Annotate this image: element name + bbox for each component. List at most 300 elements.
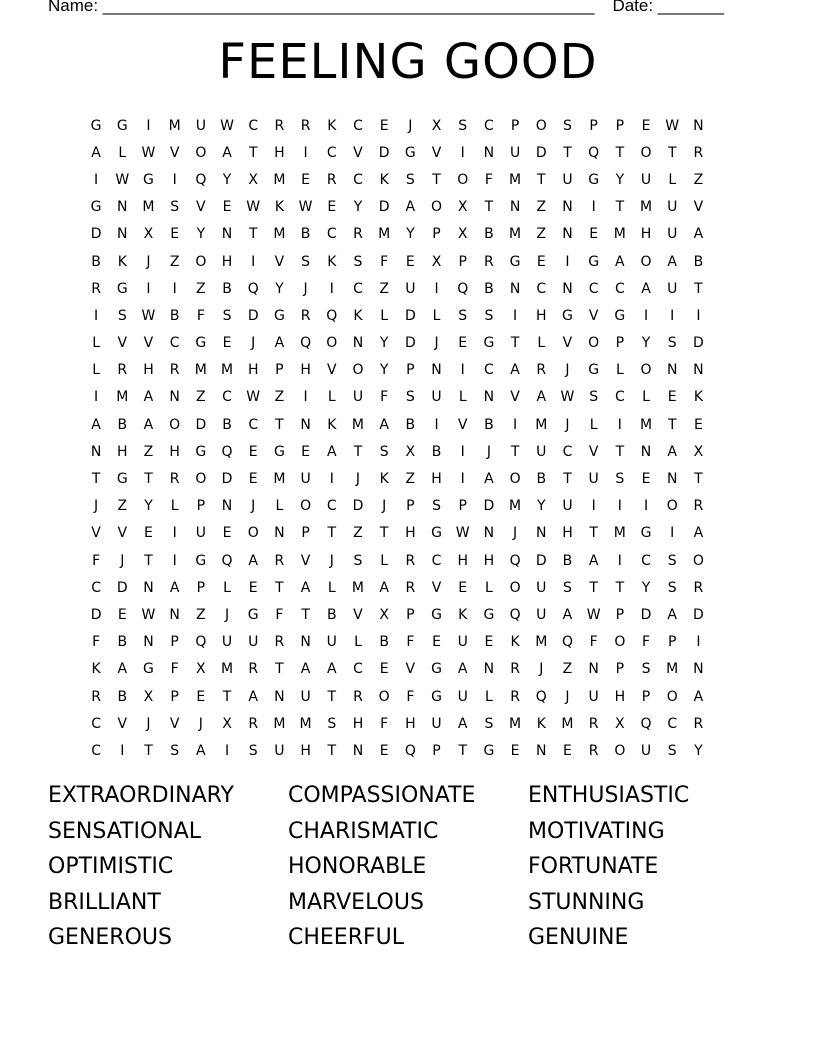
grid-letter[interactable]: A	[510, 362, 520, 379]
grid-letter[interactable]: I	[460, 443, 465, 460]
grid-letter[interactable]: H	[221, 253, 233, 270]
grid-letter[interactable]: G	[143, 171, 154, 188]
grid-letter[interactable]: T	[144, 552, 153, 569]
grid-letter[interactable]: P	[615, 661, 625, 678]
grid-letter[interactable]: Q	[457, 280, 469, 297]
grid-letter[interactable]: J	[329, 552, 334, 569]
grid-letter[interactable]: G	[273, 443, 285, 460]
grid-letter[interactable]: L	[485, 688, 493, 705]
grid-letter[interactable]: T	[301, 606, 310, 623]
grid-letter[interactable]: N	[693, 362, 704, 379]
grid-letter[interactable]: C	[326, 144, 337, 161]
grid-letter[interactable]: A	[222, 144, 232, 161]
grid-letter[interactable]: O	[666, 688, 678, 705]
grid-letter[interactable]: E	[458, 579, 468, 596]
grid-letter[interactable]: S	[484, 307, 494, 324]
grid-letter[interactable]: O	[195, 253, 207, 270]
grid-letter[interactable]: N	[352, 742, 364, 759]
grid-letter[interactable]: U	[457, 688, 468, 705]
grid-letter[interactable]: H	[614, 688, 626, 705]
grid-letter[interactable]: G	[116, 471, 128, 488]
grid-letter[interactable]: U	[562, 498, 573, 515]
grid-letter[interactable]: J	[224, 606, 230, 623]
grid-letter[interactable]: L	[380, 552, 389, 569]
grid-letter[interactable]: Y	[222, 171, 232, 188]
grid-letter[interactable]: U	[431, 389, 442, 406]
grid-letter[interactable]: P	[275, 362, 284, 379]
grid-letter[interactable]: X	[615, 715, 625, 732]
grid-letter[interactable]: I	[460, 144, 465, 161]
grid-letter[interactable]: R	[693, 579, 704, 596]
grid-letter[interactable]: O	[195, 144, 207, 161]
grid-letter[interactable]: P	[510, 117, 520, 134]
grid-letter[interactable]: D	[378, 199, 390, 216]
grid-letter[interactable]: U	[588, 688, 599, 705]
grid-letter[interactable]: B	[326, 606, 337, 623]
grid-letter[interactable]: T	[484, 199, 494, 216]
grid-letter[interactable]: Y	[406, 226, 415, 243]
grid-letter[interactable]: A	[693, 688, 704, 705]
grid-letter[interactable]: Y	[641, 579, 651, 596]
grid-letter[interactable]: X	[379, 606, 389, 623]
grid-letter[interactable]: F	[170, 661, 179, 678]
grid-letter[interactable]: J	[565, 688, 570, 705]
grid-letter[interactable]: W	[246, 199, 261, 216]
grid-letter[interactable]: L	[380, 307, 389, 324]
grid-letter[interactable]: S	[170, 199, 180, 216]
grid-letter[interactable]: N	[536, 742, 547, 759]
grid-letter[interactable]: O	[588, 335, 600, 352]
grid-letter[interactable]: G	[143, 661, 154, 678]
grid-letter[interactable]: M	[273, 226, 286, 243]
grid-letter[interactable]: B	[431, 443, 442, 460]
grid-letter[interactable]: S	[405, 389, 415, 406]
grid-letter[interactable]: L	[354, 634, 362, 651]
grid-letter[interactable]: P	[406, 498, 415, 515]
grid-letter[interactable]: P	[196, 498, 206, 515]
grid-letter[interactable]: W	[220, 117, 234, 134]
grid-letter[interactable]: H	[169, 443, 180, 460]
grid-letter[interactable]: O	[431, 199, 443, 216]
grid-letter[interactable]: Y	[641, 335, 651, 352]
grid-letter[interactable]: C	[353, 661, 363, 678]
grid-letter[interactable]: Z	[196, 280, 206, 297]
grid-letter[interactable]: A	[326, 443, 337, 460]
grid-letter[interactable]: M	[220, 362, 234, 379]
grid-letter[interactable]: D	[483, 498, 495, 515]
grid-letter[interactable]: O	[300, 498, 312, 515]
grid-letter[interactable]: A	[91, 416, 101, 433]
grid-letter[interactable]: M	[535, 416, 548, 433]
grid-letter[interactable]: Z	[169, 253, 180, 270]
grid-letter[interactable]: D	[693, 606, 704, 623]
grid-letter[interactable]: P	[615, 335, 625, 352]
grid-letter[interactable]: E	[222, 525, 232, 542]
grid-letter[interactable]: W	[665, 117, 680, 134]
grid-letter[interactable]: M	[613, 226, 626, 243]
grid-letter[interactable]: O	[326, 335, 338, 352]
grid-letter[interactable]: E	[405, 253, 415, 270]
grid-letter[interactable]: R	[588, 715, 599, 732]
grid-letter[interactable]: D	[90, 226, 102, 243]
grid-letter[interactable]: V	[117, 525, 128, 542]
grid-letter[interactable]: I	[617, 416, 622, 433]
grid-letter[interactable]: L	[458, 389, 467, 406]
grid-letter[interactable]: R	[510, 661, 520, 678]
grid-letter[interactable]: O	[640, 253, 652, 270]
grid-letter[interactable]: V	[196, 199, 206, 216]
grid-letter[interactable]: C	[353, 280, 363, 297]
grid-letter[interactable]: W	[586, 606, 601, 623]
grid-letter[interactable]: K	[536, 715, 546, 732]
grid-letter[interactable]: Q	[195, 171, 207, 188]
grid-letter[interactable]: V	[562, 335, 573, 352]
grid-letter[interactable]: L	[223, 579, 231, 596]
grid-letter[interactable]: T	[615, 443, 625, 460]
grid-letter[interactable]: D	[195, 416, 207, 433]
grid-letter[interactable]: L	[589, 416, 598, 433]
grid-letter[interactable]: H	[405, 715, 416, 732]
grid-letter[interactable]: R	[248, 661, 259, 678]
grid-letter[interactable]: E	[248, 443, 258, 460]
grid-letter[interactable]: C	[562, 443, 573, 460]
grid-letter[interactable]: O	[195, 471, 207, 488]
grid-letter[interactable]: B	[562, 552, 573, 569]
grid-letter[interactable]: T	[589, 525, 598, 542]
grid-letter[interactable]: A	[667, 443, 677, 460]
grid-letter[interactable]: O	[535, 117, 547, 134]
grid-letter[interactable]: E	[222, 335, 232, 352]
grid-letter[interactable]: I	[146, 117, 151, 134]
grid-letter[interactable]: R	[353, 226, 363, 243]
grid-letter[interactable]: I	[172, 525, 177, 542]
grid-letter[interactable]: J	[303, 280, 308, 297]
grid-letter[interactable]: X	[431, 117, 442, 134]
grid-letter[interactable]: M	[509, 498, 522, 515]
grid-letter[interactable]: E	[170, 226, 180, 243]
grid-letter[interactable]: I	[251, 253, 256, 270]
grid-letter[interactable]: T	[615, 144, 625, 161]
grid-letter[interactable]: E	[248, 471, 258, 488]
grid-letter[interactable]: L	[537, 335, 546, 352]
grid-letter[interactable]: B	[536, 471, 547, 488]
grid-letter[interactable]: T	[615, 199, 625, 216]
grid-letter[interactable]: E	[510, 742, 520, 759]
grid-letter[interactable]: M	[509, 171, 522, 188]
grid-letter[interactable]: G	[404, 144, 416, 161]
grid-letter[interactable]: I	[329, 280, 334, 297]
grid-letter[interactable]: X	[457, 199, 468, 216]
grid-letter[interactable]: R	[588, 742, 599, 759]
grid-letter[interactable]: W	[246, 389, 261, 406]
grid-letter[interactable]: E	[144, 525, 153, 542]
grid-letter[interactable]: W	[141, 606, 156, 623]
grid-letter[interactable]: R	[274, 634, 285, 651]
grid-letter[interactable]: U	[431, 715, 442, 732]
grid-letter[interactable]: S	[405, 171, 415, 188]
grid-letter[interactable]: I	[617, 552, 622, 569]
name-label[interactable]: Name: ____________________________________________________	[48, 0, 595, 15]
grid-letter[interactable]: T	[144, 742, 153, 759]
grid-letter[interactable]: S	[458, 307, 468, 324]
grid-letter[interactable]: N	[169, 606, 180, 623]
grid-letter[interactable]: P	[406, 606, 415, 623]
grid-letter[interactable]: N	[483, 389, 495, 406]
grid-letter[interactable]: O	[247, 525, 259, 542]
grid-letter[interactable]: G	[195, 552, 207, 569]
grid-letter[interactable]: N	[509, 199, 521, 216]
grid-letter[interactable]: R	[693, 715, 704, 732]
grid-letter[interactable]: M	[509, 715, 522, 732]
grid-letter[interactable]: R	[248, 715, 259, 732]
grid-letter[interactable]: G	[90, 199, 102, 216]
grid-letter[interactable]: Q	[509, 552, 521, 569]
grid-letter[interactable]: Q	[640, 715, 652, 732]
grid-letter[interactable]: N	[90, 443, 102, 460]
grid-letter[interactable]: A	[405, 199, 416, 216]
grid-letter[interactable]: C	[326, 498, 337, 515]
grid-letter[interactable]: K	[327, 117, 337, 134]
grid-letter[interactable]: T	[144, 471, 153, 488]
grid-letter[interactable]: N	[431, 362, 442, 379]
grid-letter[interactable]: N	[693, 661, 704, 678]
grid-letter[interactable]: A	[300, 661, 311, 678]
grid-letter[interactable]: N	[169, 389, 180, 406]
grid-letter[interactable]: G	[562, 307, 573, 324]
grid-letter[interactable]: J	[146, 253, 151, 270]
grid-letter[interactable]: T	[563, 144, 572, 161]
grid-letter[interactable]: O	[640, 362, 652, 379]
grid-letter[interactable]: U	[221, 634, 233, 651]
grid-letter[interactable]: G	[195, 443, 207, 460]
grid-letter[interactable]: Z	[536, 226, 547, 243]
grid-letter[interactable]: K	[693, 389, 703, 406]
grid-letter[interactable]: S	[484, 715, 494, 732]
grid-letter[interactable]: E	[196, 688, 206, 705]
grid-letter[interactable]: F	[380, 389, 389, 406]
grid-letter[interactable]: L	[485, 579, 493, 596]
grid-letter[interactable]: N	[221, 498, 233, 515]
grid-letter[interactable]: N	[117, 226, 128, 243]
grid-letter[interactable]: U	[667, 226, 678, 243]
grid-letter[interactable]: O	[509, 579, 521, 596]
grid-letter[interactable]: U	[536, 606, 547, 623]
grid-letter[interactable]: S	[615, 471, 625, 488]
grid-letter[interactable]: B	[222, 416, 232, 433]
grid-letter[interactable]: E	[536, 253, 546, 270]
grid-letter[interactable]: M	[613, 525, 626, 542]
grid-letter[interactable]: E	[641, 117, 651, 134]
grid-letter[interactable]: C	[169, 335, 180, 352]
grid-letter[interactable]: Q	[535, 688, 547, 705]
grid-letter[interactable]: J	[146, 715, 151, 732]
grid-letter[interactable]: M	[194, 362, 207, 379]
grid-letter[interactable]: I	[591, 199, 596, 216]
grid-letter[interactable]: A	[457, 661, 468, 678]
grid-letter[interactable]: T	[589, 579, 598, 596]
grid-letter[interactable]: S	[353, 253, 363, 270]
grid-letter[interactable]: U	[588, 471, 599, 488]
grid-letter[interactable]: N	[300, 634, 311, 651]
grid-letter[interactable]: Z	[117, 498, 128, 515]
grid-letter[interactable]: G	[614, 307, 626, 324]
grid-letter[interactable]: G	[588, 171, 600, 188]
grid-letter[interactable]: V	[353, 606, 363, 623]
grid-letter[interactable]: L	[327, 579, 336, 596]
grid-letter[interactable]: E	[379, 742, 389, 759]
grid-letter[interactable]: C	[588, 280, 599, 297]
grid-letter[interactable]: I	[146, 280, 151, 297]
grid-letter[interactable]: P	[170, 634, 179, 651]
grid-letter[interactable]: J	[251, 498, 256, 515]
grid-letter[interactable]: H	[143, 362, 154, 379]
grid-letter[interactable]: P	[641, 688, 651, 705]
grid-letter[interactable]: M	[273, 471, 286, 488]
grid-letter[interactable]: Z	[143, 443, 154, 460]
grid-letter[interactable]: Z	[405, 471, 416, 488]
grid-letter[interactable]: A	[274, 335, 285, 352]
grid-letter[interactable]: Y	[353, 199, 363, 216]
grid-letter[interactable]: P	[170, 688, 179, 705]
grid-letter[interactable]: I	[120, 742, 125, 759]
grid-letter[interactable]: F	[196, 307, 205, 324]
grid-letter[interactable]: W	[141, 307, 156, 324]
grid-letter[interactable]: W	[298, 199, 313, 216]
grid-letter[interactable]: A	[326, 661, 337, 678]
grid-letter[interactable]: B	[117, 688, 128, 705]
grid-letter[interactable]: E	[222, 199, 232, 216]
grid-letter[interactable]: X	[693, 443, 704, 460]
grid-letter[interactable]: S	[301, 253, 311, 270]
grid-letter[interactable]: V	[326, 362, 337, 379]
grid-letter[interactable]: K	[327, 416, 337, 433]
grid-letter[interactable]: I	[513, 307, 518, 324]
grid-letter[interactable]: Q	[300, 335, 312, 352]
grid-letter[interactable]: U	[405, 280, 416, 297]
grid-letter[interactable]: X	[457, 226, 468, 243]
grid-letter[interactable]: H	[300, 362, 311, 379]
grid-letter[interactable]: D	[352, 498, 364, 515]
grid-letter[interactable]: J	[382, 498, 387, 515]
grid-letter[interactable]: R	[169, 362, 180, 379]
grid-letter[interactable]: I	[172, 552, 177, 569]
grid-letter[interactable]: Y	[694, 742, 703, 759]
grid-letter[interactable]: N	[509, 280, 521, 297]
grid-letter[interactable]: E	[693, 416, 703, 433]
grid-letter[interactable]: S	[667, 579, 677, 596]
grid-letter[interactable]: R	[510, 688, 520, 705]
grid-letter[interactable]: L	[170, 498, 179, 515]
grid-letter[interactable]: J	[513, 525, 518, 542]
grid-letter[interactable]: U	[667, 199, 678, 216]
grid-letter[interactable]: L	[92, 362, 100, 379]
grid-letter[interactable]: M	[273, 715, 286, 732]
grid-letter[interactable]: B	[222, 280, 232, 297]
grid-letter[interactable]: U	[667, 280, 678, 297]
grid-letter[interactable]: L	[668, 171, 677, 188]
grid-letter[interactable]: T	[91, 471, 101, 488]
grid-letter[interactable]: D	[535, 552, 547, 569]
grid-letter[interactable]: V	[143, 335, 154, 352]
grid-letter[interactable]: H	[300, 742, 311, 759]
grid-letter[interactable]: U	[274, 742, 285, 759]
grid-letter[interactable]: P	[432, 742, 441, 759]
grid-letter[interactable]: Y	[379, 335, 389, 352]
grid-letter[interactable]: V	[510, 389, 520, 406]
grid-letter[interactable]: O	[457, 171, 469, 188]
grid-letter[interactable]: C	[431, 552, 442, 569]
grid-letter[interactable]: Y	[379, 362, 389, 379]
grid-letter[interactable]: C	[326, 226, 337, 243]
grid-letter[interactable]: B	[693, 253, 704, 270]
grid-letter[interactable]: O	[640, 144, 652, 161]
grid-letter[interactable]: N	[117, 199, 128, 216]
grid-letter[interactable]: C	[91, 742, 101, 759]
grid-letter[interactable]: J	[539, 661, 544, 678]
grid-letter[interactable]: W	[141, 144, 156, 161]
grid-letter[interactable]: R	[405, 579, 416, 596]
grid-letter[interactable]: T	[458, 742, 467, 759]
grid-letter[interactable]: B	[169, 307, 180, 324]
grid-letter[interactable]: L	[642, 389, 650, 406]
grid-letter[interactable]: T	[432, 171, 441, 188]
grid-letter[interactable]: T	[537, 171, 546, 188]
grid-letter[interactable]: V	[117, 335, 128, 352]
grid-letter[interactable]: P	[406, 362, 415, 379]
grid-letter[interactable]: J	[408, 117, 413, 134]
grid-letter[interactable]: X	[405, 443, 416, 460]
grid-letter[interactable]: T	[327, 688, 337, 705]
grid-letter[interactable]: F	[484, 171, 493, 188]
grid-letter[interactable]: N	[562, 199, 573, 216]
grid-letter[interactable]: I	[94, 389, 99, 406]
grid-letter[interactable]: M	[639, 416, 653, 433]
grid-letter[interactable]: I	[643, 307, 649, 324]
grid-letter[interactable]: C	[248, 416, 259, 433]
grid-letter[interactable]: G	[431, 688, 442, 705]
grid-letter[interactable]: P	[615, 606, 625, 623]
grid-letter[interactable]: K	[327, 253, 337, 270]
grid-letter[interactable]: U	[352, 389, 364, 406]
grid-letter[interactable]: Q	[588, 144, 600, 161]
grid-letter[interactable]: S	[458, 117, 468, 134]
grid-letter[interactable]: U	[300, 471, 311, 488]
grid-letter[interactable]: I	[303, 389, 308, 406]
grid-letter[interactable]: U	[640, 742, 652, 759]
grid-letter[interactable]: A	[562, 606, 573, 623]
grid-letter[interactable]: Q	[326, 307, 338, 324]
grid-letter[interactable]: N	[640, 443, 652, 460]
grid-letter[interactable]: G	[273, 307, 285, 324]
grid-letter[interactable]: I	[643, 498, 649, 515]
grid-letter[interactable]: V	[457, 416, 468, 433]
grid-letter[interactable]: N	[300, 416, 311, 433]
grid-letter[interactable]: H	[247, 362, 259, 379]
grid-letter[interactable]: A	[248, 552, 258, 569]
grid-letter[interactable]: T	[615, 579, 625, 596]
grid-letter[interactable]: M	[220, 661, 234, 678]
grid-letter[interactable]: O	[692, 552, 704, 569]
grid-letter[interactable]: A	[143, 389, 154, 406]
grid-letter[interactable]: R	[300, 117, 311, 134]
grid-letter[interactable]: I	[670, 307, 675, 324]
grid-letter[interactable]: H	[562, 525, 573, 542]
grid-letter[interactable]: U	[300, 688, 311, 705]
grid-letter[interactable]: G	[195, 335, 207, 352]
grid-letter[interactable]: J	[486, 443, 491, 460]
grid-letter[interactable]: V	[353, 144, 363, 161]
grid-letter[interactable]: L	[92, 335, 100, 352]
